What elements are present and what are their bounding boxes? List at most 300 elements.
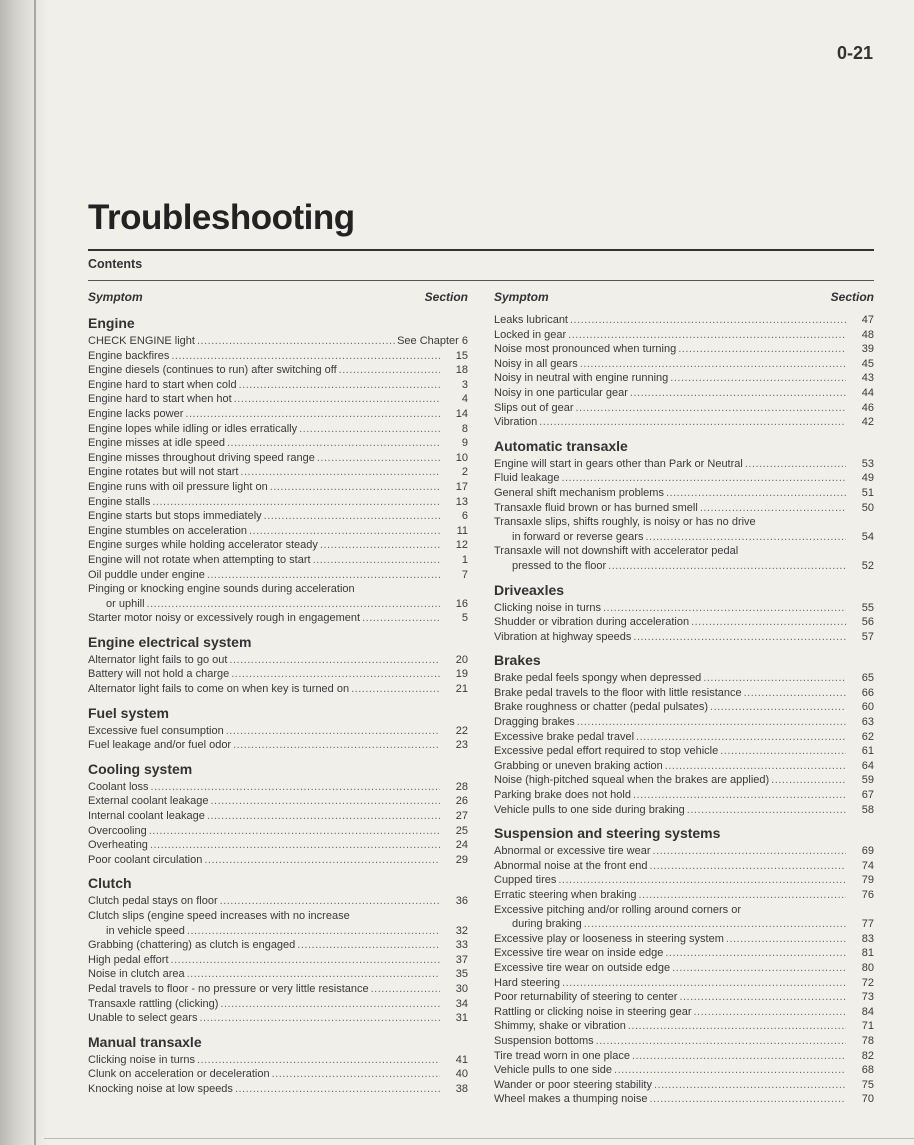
symptom-entry bbox=[494, 844, 874, 859]
leader-dots bbox=[633, 788, 846, 803]
page-title: Troubleshooting bbox=[88, 198, 355, 237]
symptom-entry bbox=[494, 671, 874, 686]
leader-dots bbox=[234, 392, 440, 407]
section-number: 70 bbox=[861, 1093, 874, 1106]
leader-dots bbox=[694, 1005, 847, 1020]
leader-dots bbox=[207, 809, 440, 824]
leader-dots bbox=[645, 530, 846, 545]
symptom-entry bbox=[494, 630, 874, 645]
symptom-entry bbox=[494, 686, 874, 701]
symptom-entry bbox=[88, 451, 468, 466]
section-number: 48 bbox=[861, 328, 874, 341]
section-number: 26 bbox=[455, 795, 468, 808]
leader-dots bbox=[665, 759, 846, 774]
symptom-entry bbox=[88, 738, 468, 753]
symptom-entry bbox=[494, 788, 874, 803]
leader-dots bbox=[313, 553, 440, 568]
group-heading: Brakes bbox=[494, 652, 541, 669]
symptom-label: Pedal travels to floor - no pressure or very little resistance bbox=[88, 982, 369, 995]
section-number: 1 bbox=[461, 553, 468, 566]
leader-dots bbox=[299, 422, 440, 437]
section-number: 72 bbox=[861, 976, 874, 989]
section-number: 46 bbox=[861, 401, 874, 414]
symptom-entry bbox=[494, 803, 874, 818]
leader-dots bbox=[576, 401, 847, 416]
symptom-entry bbox=[88, 653, 468, 668]
right-column-header bbox=[494, 287, 874, 307]
symptom-label: Alternator light fails to come on when key is turned on bbox=[88, 683, 350, 696]
leader-dots bbox=[649, 1092, 846, 1107]
symptom-label: Vehicle pulls to one side during braking bbox=[494, 803, 685, 816]
symptom-label: Engine backfires bbox=[88, 349, 170, 362]
section-number: 41 bbox=[455, 1053, 468, 1066]
leader-dots bbox=[726, 932, 846, 947]
symptom-label: Engine lopes while idling or idles erratically bbox=[88, 422, 298, 435]
symptom-label: High pedal effort bbox=[88, 953, 169, 966]
leader-dots bbox=[320, 538, 440, 553]
section-number: 22 bbox=[455, 724, 468, 737]
page-number: 0-21 bbox=[836, 43, 873, 63]
symptom-label: Clutch pedal stays on floor bbox=[88, 895, 218, 908]
leader-dots bbox=[187, 967, 440, 982]
symptom-entry bbox=[88, 553, 468, 568]
symptom-group bbox=[494, 652, 874, 817]
symptom-entry bbox=[494, 990, 874, 1005]
section-number: 67 bbox=[861, 789, 874, 802]
leader-dots bbox=[596, 1034, 846, 1049]
leader-dots bbox=[297, 938, 440, 953]
leader-dots bbox=[171, 953, 440, 968]
symptom-label: Grabbing (chattering) as clutch is engaged bbox=[88, 939, 296, 952]
section-number: 62 bbox=[861, 730, 874, 743]
symptom-label: Transaxle rattling (clicking) bbox=[88, 997, 219, 1010]
section-number: 78 bbox=[861, 1034, 874, 1047]
section-number: 3 bbox=[461, 378, 468, 391]
section-number: 34 bbox=[455, 997, 468, 1010]
symptom-label: Transaxle fluid brown or has burned smell bbox=[494, 501, 698, 514]
symptom-header: Symptom bbox=[88, 290, 143, 304]
symptom-label: Cupped tires bbox=[494, 874, 557, 887]
symptom-label: Vibration bbox=[494, 416, 538, 429]
symptom-label: Engine diesels (continues to run) after switching off bbox=[88, 364, 337, 377]
symptom-entry bbox=[494, 1034, 874, 1049]
leader-dots bbox=[240, 465, 440, 480]
entry-text-line: Excessive pitching and/or rolling around corners or bbox=[494, 903, 742, 916]
symptom-entry bbox=[494, 530, 874, 545]
symptom-label: Shimmy, shake or vibration bbox=[494, 1020, 626, 1033]
symptom-label: Excessive play or looseness in steering system bbox=[494, 932, 724, 945]
symptom-label: Engine will start in gears other than Park or Neutral bbox=[494, 457, 743, 470]
section-number: 58 bbox=[861, 803, 874, 816]
section-number: 54 bbox=[861, 530, 874, 543]
symptom-label: Excessive fuel consumption bbox=[88, 724, 224, 737]
symptom-entry bbox=[494, 917, 874, 932]
section-number: 10 bbox=[455, 451, 468, 464]
symptom-label: Rattling or clicking noise in steering gear bbox=[494, 1005, 692, 1018]
symptom-entry bbox=[494, 1049, 874, 1064]
leader-dots bbox=[227, 436, 440, 451]
leader-dots bbox=[654, 1078, 846, 1093]
symptom-entry bbox=[494, 932, 874, 947]
symptom-entry bbox=[88, 780, 468, 795]
symptom-entry bbox=[88, 824, 468, 839]
symptom-label: Brake roughness or chatter (pedal pulsates) bbox=[494, 701, 709, 714]
section-number: 25 bbox=[455, 824, 468, 837]
symptom-label: Abnormal or excessive tire wear bbox=[494, 845, 651, 858]
symptom-entry bbox=[494, 501, 874, 516]
section-number: 36 bbox=[455, 895, 468, 908]
section-number: 6 bbox=[461, 510, 468, 523]
group-heading: Engine bbox=[88, 315, 135, 331]
symptom-group bbox=[494, 438, 874, 574]
symptom-label: Noise (high-pitched squeal when the brakes are applied) bbox=[494, 774, 770, 787]
group-heading: Suspension and steering systems bbox=[494, 825, 721, 842]
leader-dots bbox=[687, 803, 846, 818]
symptom-entry bbox=[494, 961, 874, 976]
symptom-entry bbox=[88, 894, 468, 909]
symptom-entry bbox=[88, 524, 468, 539]
section-number: 30 bbox=[455, 982, 468, 995]
symptom-group bbox=[494, 582, 874, 645]
leader-dots bbox=[210, 794, 440, 809]
section-number: 4 bbox=[461, 393, 468, 406]
symptom-group bbox=[494, 313, 874, 430]
leader-dots bbox=[670, 371, 846, 386]
section-number: 9 bbox=[461, 437, 468, 450]
symptom-label: pressed to the floor bbox=[512, 559, 607, 572]
symptom-entry bbox=[88, 465, 468, 480]
group-heading: Cooling system bbox=[88, 760, 193, 777]
leader-dots bbox=[147, 597, 440, 612]
entry-text-line: Pinging or knocking engine sounds during acceleration bbox=[88, 583, 355, 596]
section-number: 29 bbox=[455, 853, 468, 866]
leader-dots bbox=[630, 386, 846, 401]
section-number: 84 bbox=[861, 1005, 874, 1018]
group-heading: Driveaxles bbox=[494, 581, 565, 598]
symptom-entry bbox=[494, 1019, 874, 1034]
symptom-label: Engine hard to start when hot bbox=[88, 393, 232, 406]
section-number: 28 bbox=[455, 780, 468, 793]
leader-dots bbox=[229, 653, 440, 668]
section-header: Section bbox=[424, 290, 468, 304]
section-number: 77 bbox=[861, 918, 874, 931]
leader-dots bbox=[608, 559, 846, 574]
symptom-entry bbox=[88, 682, 468, 697]
contents-divider bbox=[88, 280, 874, 281]
symptom-entry bbox=[88, 436, 468, 451]
symptom-entry bbox=[494, 859, 874, 874]
section-number: 16 bbox=[455, 597, 468, 610]
symptom-label: Engine misses at idle speed bbox=[88, 437, 225, 450]
symptom-label: Brake pedal feels spongy when depressed bbox=[494, 672, 702, 685]
symptom-entry bbox=[88, 334, 468, 349]
symptom-label: Vibration at highway speeds bbox=[494, 630, 632, 643]
symptom-label: Clicking noise in turns bbox=[88, 1053, 195, 1066]
symptom-entry bbox=[88, 611, 468, 626]
section-number: 37 bbox=[455, 953, 468, 966]
symptom-entry bbox=[494, 1092, 874, 1107]
binding-edge bbox=[34, 0, 36, 1145]
symptom-entry bbox=[88, 407, 468, 422]
leader-dots bbox=[703, 671, 846, 686]
symptom-entry bbox=[494, 888, 874, 903]
symptom-label: Alternator light fails to go out bbox=[88, 653, 228, 666]
symptom-entry bbox=[88, 838, 468, 853]
symptom-label: Excessive pedal effort required to stop vehicle bbox=[494, 745, 719, 758]
symptom-entry bbox=[88, 853, 468, 868]
symptom-label: Fuel leakage and/or fuel odor bbox=[88, 739, 232, 752]
symptom-label: Engine will not rotate when attempting to start bbox=[88, 553, 311, 566]
symptom-label: Engine hard to start when cold bbox=[88, 378, 237, 391]
leader-dots bbox=[745, 457, 846, 472]
symptom-label: Suspension bottoms bbox=[494, 1034, 594, 1047]
section-number: 12 bbox=[455, 539, 468, 552]
symptom-label: Erratic steering when braking bbox=[494, 889, 637, 901]
section-number: 31 bbox=[455, 1012, 468, 1025]
symptom-entry bbox=[494, 486, 874, 501]
section-number: 35 bbox=[455, 968, 468, 981]
symptom-label: Overcooling bbox=[88, 824, 147, 837]
symptom-entry bbox=[88, 1011, 468, 1026]
leader-dots bbox=[628, 1019, 846, 1034]
group-heading: Fuel system bbox=[88, 704, 169, 721]
leader-dots bbox=[614, 1063, 846, 1078]
symptom-label: Engine starts but stops immediately bbox=[88, 510, 262, 523]
symptom-label: Clunk on acceleration or deceleration bbox=[88, 1068, 270, 1081]
section-number: 83 bbox=[861, 932, 874, 945]
symptom-label: Excessive tire wear on inside edge bbox=[494, 947, 664, 960]
symptom-entry bbox=[494, 759, 874, 774]
page-bottom-edge bbox=[44, 1138, 914, 1139]
symptom-entry bbox=[494, 715, 874, 730]
symptom-entry bbox=[494, 744, 874, 759]
leader-dots bbox=[249, 524, 440, 539]
symptom-group bbox=[88, 875, 468, 1025]
section-header: Section bbox=[830, 290, 874, 304]
symptom-entry bbox=[88, 1053, 468, 1068]
symptom-label: Grabbing or uneven braking action bbox=[494, 759, 663, 772]
leader-dots bbox=[187, 924, 440, 939]
section-number: 57 bbox=[861, 630, 874, 643]
symptom-entry bbox=[494, 1005, 874, 1020]
symptom-label: or uphill bbox=[106, 597, 145, 610]
symptom-entry bbox=[88, 982, 468, 997]
section-number: 47 bbox=[861, 314, 874, 326]
leader-dots bbox=[678, 342, 846, 357]
section-number: 73 bbox=[861, 991, 874, 1004]
right-groups bbox=[494, 313, 874, 1107]
book-spine-shadow bbox=[0, 0, 48, 1145]
symptom-label: Engine runs with oil pressure light on bbox=[88, 480, 268, 493]
symptom-entry bbox=[494, 559, 874, 574]
symptom-label: in vehicle speed bbox=[106, 924, 185, 937]
leader-dots bbox=[362, 611, 440, 626]
leader-dots bbox=[710, 700, 846, 715]
section-number: 23 bbox=[455, 739, 468, 752]
section-number: 51 bbox=[861, 486, 874, 499]
leader-dots bbox=[653, 844, 846, 859]
left-groups bbox=[88, 315, 468, 1097]
symptom-entry bbox=[494, 415, 874, 430]
symptom-entry bbox=[494, 371, 874, 386]
symptom-entry bbox=[88, 363, 468, 378]
section-number: 13 bbox=[455, 495, 468, 508]
section-number: 33 bbox=[455, 939, 468, 952]
section-number: 68 bbox=[861, 1064, 874, 1077]
symptom-label: Coolant loss bbox=[88, 780, 149, 793]
leader-dots bbox=[197, 1053, 440, 1068]
group-heading: Clutch bbox=[88, 875, 132, 892]
leader-dots bbox=[220, 997, 440, 1012]
section-number: 5 bbox=[461, 612, 468, 625]
symptom-label: Parking brake does not hold bbox=[494, 789, 631, 802]
symptom-entry bbox=[88, 724, 468, 739]
leader-dots bbox=[231, 667, 440, 682]
symptom-group bbox=[88, 705, 468, 753]
section-number: 40 bbox=[455, 1068, 468, 1081]
symptom-label: in forward or reverse gears bbox=[512, 530, 644, 543]
leader-dots bbox=[562, 976, 846, 991]
symptom-entry bbox=[494, 700, 874, 715]
section-number: 81 bbox=[861, 947, 874, 960]
symptom-label: CHECK ENGINE light bbox=[88, 335, 195, 347]
leader-dots bbox=[558, 873, 846, 888]
leader-dots bbox=[235, 1082, 440, 1097]
leader-dots bbox=[632, 1049, 846, 1064]
symptom-label: Leaks lubricant bbox=[494, 314, 568, 326]
section-number: 60 bbox=[861, 701, 874, 714]
symptom-label: Brake pedal travels to the floor with little resistance bbox=[494, 686, 742, 699]
section-number: 14 bbox=[455, 407, 468, 420]
symptom-label: Engine rotates but will not start bbox=[88, 466, 239, 479]
symptom-entry bbox=[88, 495, 468, 510]
leader-dots bbox=[239, 378, 440, 393]
leader-dots bbox=[636, 730, 846, 745]
leader-dots bbox=[272, 1067, 440, 1082]
symptom-entry bbox=[88, 392, 468, 407]
section-number: 66 bbox=[861, 686, 874, 699]
symptom-entry bbox=[88, 538, 468, 553]
symptom-label: Fluid leakage bbox=[494, 472, 560, 485]
symptom-label: Overheating bbox=[88, 839, 148, 852]
section-number: 49 bbox=[861, 472, 874, 485]
leader-dots bbox=[149, 824, 440, 839]
leader-dots bbox=[570, 313, 846, 328]
leader-dots bbox=[220, 894, 440, 909]
leader-dots bbox=[577, 715, 846, 730]
contents-label: Contents bbox=[88, 257, 143, 271]
group-heading: Engine electrical system bbox=[88, 633, 252, 650]
symptom-label: during braking bbox=[512, 918, 582, 931]
leader-dots bbox=[171, 349, 440, 364]
group-heading: Automatic transaxle bbox=[494, 437, 628, 454]
leader-dots bbox=[720, 744, 846, 759]
symptom-entry bbox=[88, 938, 468, 953]
symptom-entry bbox=[494, 313, 874, 328]
section-number: 39 bbox=[861, 343, 874, 356]
symptom-header: Symptom bbox=[494, 290, 549, 304]
symptom-label: Wander or poor steering stability bbox=[494, 1078, 652, 1091]
section-number: 71 bbox=[861, 1020, 874, 1033]
symptom-label: Engine lacks power bbox=[88, 407, 184, 420]
section-number: 15 bbox=[455, 349, 468, 362]
left-column-header bbox=[88, 287, 468, 307]
symptom-label: Internal coolant leakage bbox=[88, 810, 205, 823]
section-number: 50 bbox=[861, 501, 874, 514]
leader-dots bbox=[197, 334, 395, 349]
symptom-label: Vehicle pulls to one side bbox=[494, 1064, 613, 1077]
symptom-label: Poor returnability of steering to center bbox=[494, 991, 678, 1004]
leader-dots bbox=[207, 568, 440, 583]
right-column bbox=[494, 287, 874, 1107]
symptom-label: Noisy in all gears bbox=[494, 357, 578, 370]
leader-dots bbox=[233, 738, 440, 753]
section-number: 55 bbox=[861, 601, 874, 614]
symptom-label: Slips out of gear bbox=[494, 401, 574, 414]
section-number: 19 bbox=[455, 668, 468, 681]
symptom-entry bbox=[494, 342, 874, 357]
section-number: 59 bbox=[861, 774, 874, 787]
symptom-label: Poor coolant circulation bbox=[88, 853, 203, 866]
entry-text-line: Clutch slips (engine speed increases with no increase bbox=[88, 910, 350, 922]
symptom-entry bbox=[494, 1078, 874, 1093]
leader-dots bbox=[539, 415, 846, 430]
leader-dots bbox=[700, 501, 846, 516]
symptom-label: Unable to select gears bbox=[88, 1012, 198, 1025]
leader-dots bbox=[633, 630, 846, 645]
leader-dots bbox=[580, 357, 846, 372]
symptom-label: General shift mechanism problems bbox=[494, 486, 664, 499]
symptom-entry bbox=[494, 946, 874, 961]
symptom-entry bbox=[494, 615, 874, 630]
section-number: 45 bbox=[861, 357, 874, 370]
symptom-label: Starter motor noisy or excessively rough in engagement bbox=[88, 612, 361, 625]
leader-dots bbox=[264, 509, 440, 524]
leader-dots bbox=[351, 682, 440, 697]
symptom-label: Noise most pronounced when turning bbox=[494, 343, 677, 356]
symptom-entry bbox=[88, 349, 468, 364]
leader-dots bbox=[584, 917, 846, 932]
section-number: 61 bbox=[861, 745, 874, 758]
leader-dots bbox=[317, 451, 440, 466]
section-number: 79 bbox=[861, 874, 874, 887]
section-number: 32 bbox=[455, 924, 468, 937]
section-number: 75 bbox=[861, 1078, 874, 1091]
section-number: 44 bbox=[861, 386, 874, 399]
symptom-entry bbox=[88, 597, 468, 612]
section-number: See Chapter 6 bbox=[397, 335, 468, 347]
section-number: 2 bbox=[461, 466, 468, 479]
section-number: 80 bbox=[861, 961, 874, 974]
symptom-label: Engine stalls bbox=[88, 495, 151, 508]
symptom-label: Excessive brake pedal travel bbox=[494, 730, 635, 743]
symptom-label: Noisy in neutral with engine running bbox=[494, 372, 669, 385]
section-number: 43 bbox=[861, 372, 874, 385]
title-divider bbox=[88, 249, 874, 251]
leader-dots bbox=[603, 601, 846, 616]
entry-text-line: Transaxle will not downshift with accelerator pedal bbox=[494, 545, 739, 558]
symptom-group bbox=[88, 315, 468, 626]
symptom-entry bbox=[88, 809, 468, 824]
section-number: 42 bbox=[861, 416, 874, 429]
section-number: 24 bbox=[455, 839, 468, 852]
symptom-entry bbox=[88, 667, 468, 682]
section-number: 20 bbox=[455, 653, 468, 666]
symptom-entry bbox=[494, 730, 874, 745]
symptom-entry bbox=[88, 953, 468, 968]
leader-dots bbox=[204, 853, 440, 868]
symptom-entry bbox=[494, 873, 874, 888]
